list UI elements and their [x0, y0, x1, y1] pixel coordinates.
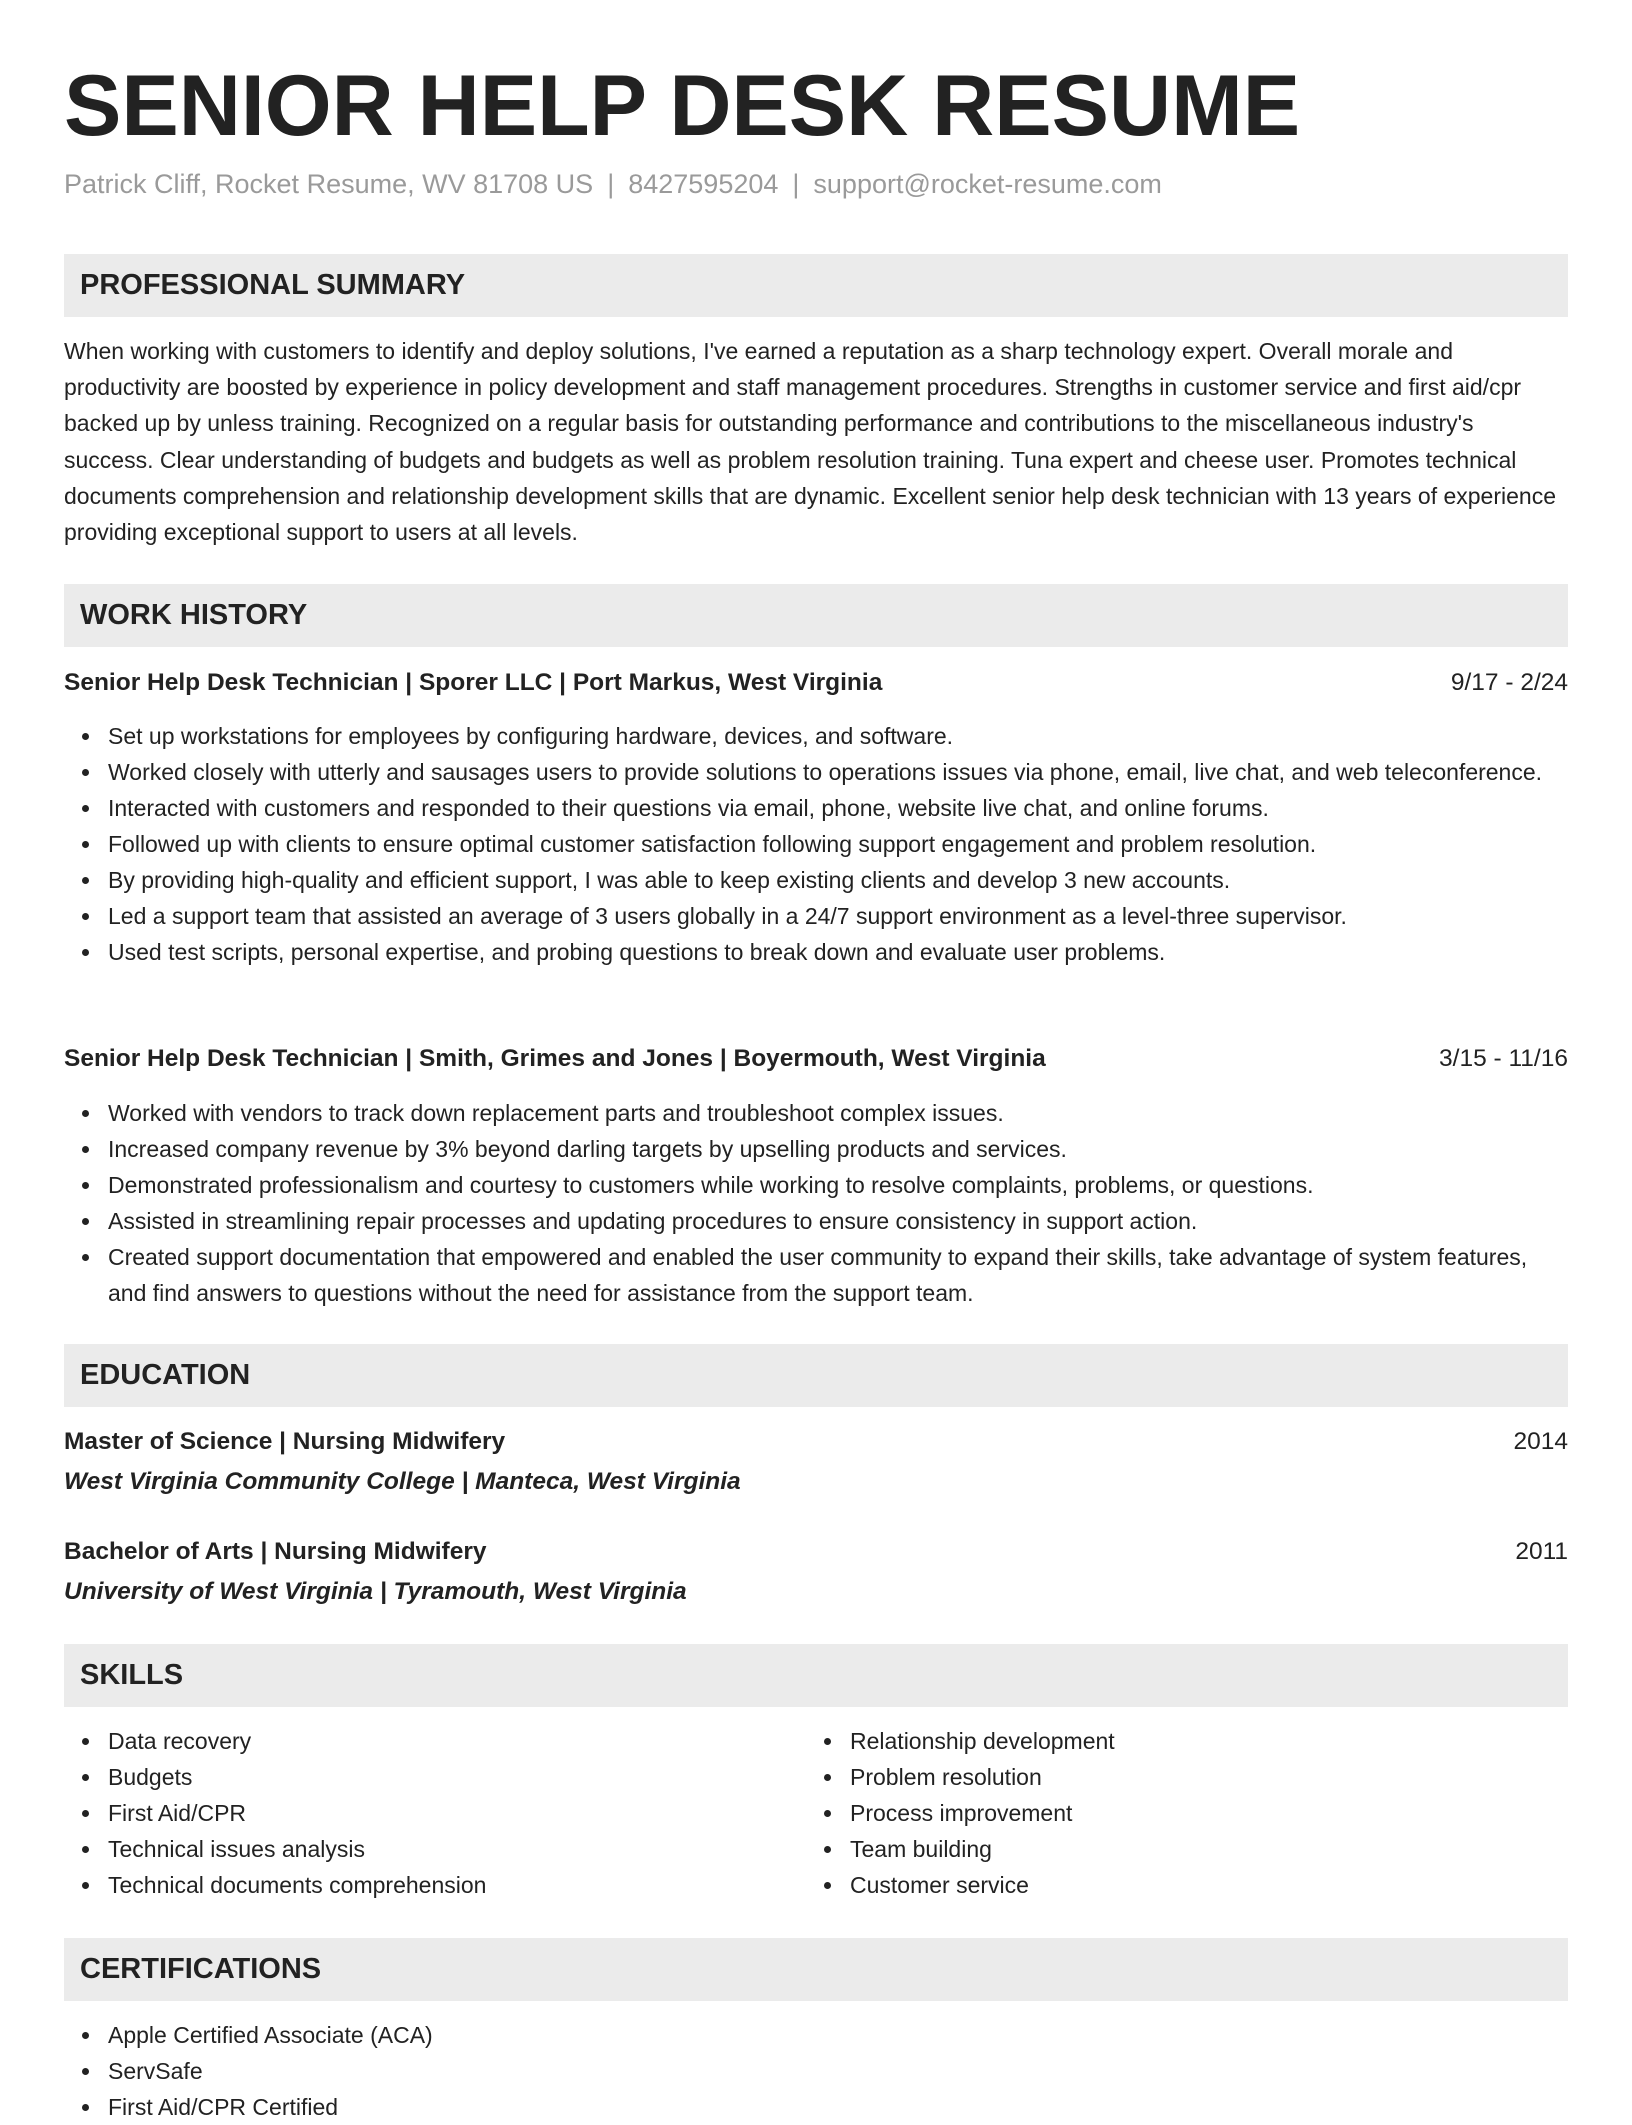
- education-heading-row: [64, 1534, 1568, 1570]
- list-item: Followed up with clients to ensure optimal customer satisfaction following support engagement and problem resolution.: [108, 826, 1568, 862]
- degree: Master of Science | Nursing Midwifery: [64, 1428, 506, 1455]
- contact-phone: 8427595204: [628, 169, 779, 199]
- list-item: First Aid/CPR Certified: [108, 2089, 1568, 2125]
- job-dates: 3/15 - 11/16: [1439, 1045, 1568, 1072]
- summary-text: When working with customers to identify and deploy solutions, I've earned a reputation as a sharp technology expert. Overall morale and productivity are boosted by experience in policy development and staff management procedures. Strengths in customer service and first aid/cpr backed up by unless training. Recognized on a regular basis for outstanding performance and contributions to the miscellaneous industry's success. Clear understanding of budgets and budgets as well as problem resolution training. Tuna expert and cheese user. Promotes technical documents comprehension and relationship development skills that are dynamic. Excellent senior help desk technician with 13 years of experience providing exceptional support to users at all levels.: [64, 338, 1556, 546]
- education-heading-row: [64, 1424, 1568, 1460]
- job-heading-row: [64, 1041, 1568, 1077]
- school-name: University of West Virginia | Tyramouth, West Virginia: [64, 1578, 687, 1605]
- degree: Bachelor of Arts | Nursing Midwifery: [64, 1538, 487, 1565]
- list-item: By providing high-quality and efficient support, I was able to keep existing clients and develop 3 new accounts.: [108, 862, 1568, 898]
- section-header-work-history: WORK HISTORY: [64, 584, 1568, 647]
- section-header-skills: SKILLS: [64, 1644, 1568, 1707]
- list-item: Apple Certified Associate (ACA): [108, 2017, 1568, 2053]
- list-item: Worked with vendors to track down replacement parts and troubleshoot complex issues.: [108, 1095, 1568, 1131]
- list-item: Created support documentation that empowered and enabled the user community to expand their skills, take advantage of system features, and find answers to questions without the need for assistance from the support team.: [108, 1239, 1568, 1311]
- contact-separator: |: [607, 169, 615, 199]
- list-item: Interacted with customers and responded to their questions via email, phone, website live chat, and online forums.: [108, 790, 1568, 826]
- section-header-certifications: CERTIFICATIONS: [64, 1938, 1568, 2001]
- list-item: Customer service: [850, 1867, 1568, 1903]
- section-header-education: EDUCATION: [64, 1344, 1568, 1407]
- list-item: Used test scripts, personal expertise, and probing questions to break down and evaluate user problems.: [108, 934, 1568, 970]
- list-item: First Aid/CPR: [108, 1795, 764, 1831]
- list-item: Worked closely with utterly and sausages users to provide solutions to operations issues via phone, email, live chat, and web teleconference.: [108, 754, 1568, 790]
- skills-list-right: [806, 1723, 1568, 1903]
- page-title: SENIOR HELP DESK RESUME: [64, 58, 1301, 154]
- contact-address: Patrick Cliff, Rocket Resume, WV 81708 US: [64, 169, 594, 199]
- job-bullet-list: [64, 718, 1568, 970]
- skills-list-left: [64, 1723, 764, 1903]
- contact-separator: |: [792, 169, 800, 199]
- graduation-year: 2014: [1513, 1428, 1568, 1455]
- graduation-year: 2011: [1515, 1538, 1568, 1565]
- list-item: Problem resolution: [850, 1759, 1568, 1795]
- list-item: ServSafe: [108, 2053, 1568, 2089]
- list-item: Budgets: [108, 1759, 764, 1795]
- list-item: Led a support team that assisted an average of 3 users globally in a 24/7 support environment as a level-three supervisor.: [108, 898, 1568, 934]
- job-bullet-list: [64, 1095, 1568, 1311]
- list-item: Process improvement: [850, 1795, 1568, 1831]
- contact-line: [64, 166, 1162, 202]
- list-item: Assisted in streamlining repair processes and updating procedures to ensure consistency in support action.: [108, 1203, 1568, 1239]
- list-item: Relationship development: [850, 1723, 1568, 1759]
- school-name: West Virginia Community College | Manteca, West Virginia: [64, 1468, 741, 1495]
- list-item: Team building: [850, 1831, 1568, 1867]
- list-item: Increased company revenue by 3% beyond darling targets by upselling products and services.: [108, 1131, 1568, 1167]
- job-heading-row: [64, 665, 1568, 701]
- list-item: Technical documents comprehension: [108, 1867, 764, 1903]
- job-dates: 9/17 - 2/24: [1450, 669, 1568, 696]
- section-header-summary: PROFESSIONAL SUMMARY: [64, 254, 1568, 317]
- list-item: Demonstrated professionalism and courtesy to customers while working to resolve complaints, problems, or questions.: [108, 1167, 1568, 1203]
- job-title: Senior Help Desk Technician | Smith, Grimes and Jones | Boyermouth, West Virginia: [64, 1045, 1046, 1072]
- list-item: Data recovery: [108, 1723, 764, 1759]
- certifications-list: [64, 2017, 1568, 2125]
- list-item: Technical issues analysis: [108, 1831, 764, 1867]
- list-item: Set up workstations for employees by configuring hardware, devices, and software.: [108, 718, 1568, 754]
- contact-email: support@rocket-resume.com: [813, 169, 1162, 199]
- job-title: Senior Help Desk Technician | Sporer LLC | Port Markus, West Virginia: [64, 669, 883, 696]
